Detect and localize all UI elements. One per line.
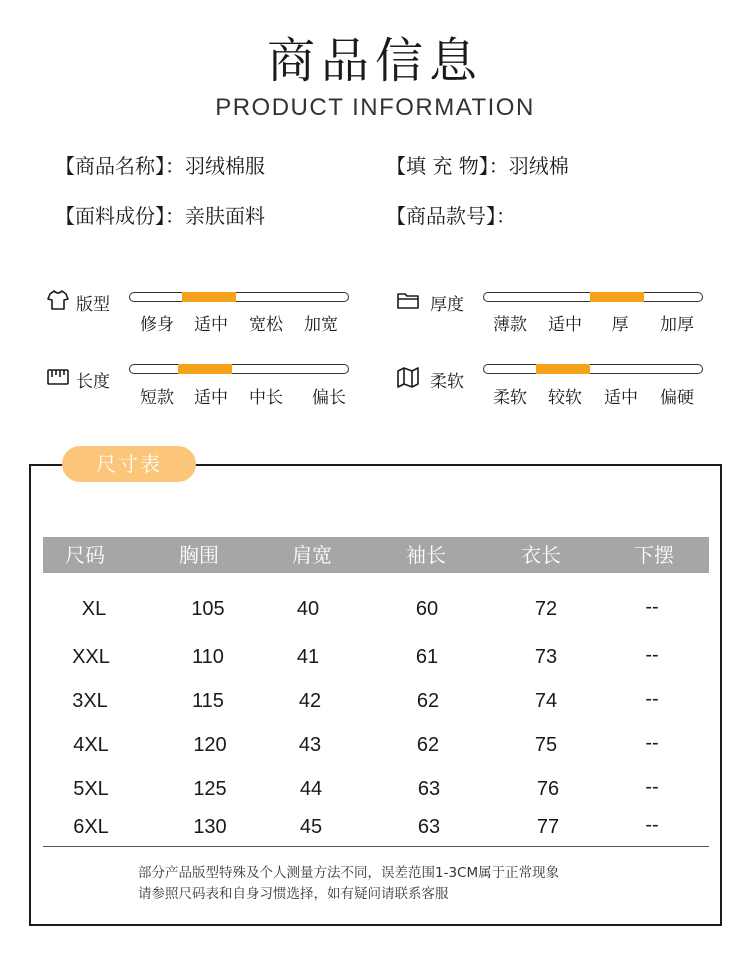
attr-thickness-option: 加厚 (660, 315, 694, 335)
table-cell: 115 (192, 690, 224, 712)
attr-bar-length-fill (178, 364, 232, 374)
table-cell: 120 (193, 734, 227, 756)
table-header-cell: 衣长 (521, 543, 561, 567)
table-cell: 43 (298, 734, 322, 756)
attr-thickness-option: 薄款 (493, 315, 527, 335)
attr-softness-option: 偏硬 (660, 388, 694, 408)
table-cell: 5XL (73, 778, 109, 800)
table-header-cell: 袖长 (406, 543, 446, 567)
table-cell: 63 (417, 778, 441, 800)
attr-bar-softness-fill (536, 364, 590, 374)
attr-fit-option: 加宽 (304, 315, 338, 335)
table-cell: 63 (417, 816, 441, 838)
table-header-cell: 下摆 (634, 543, 674, 567)
table-cell: 40 (296, 598, 320, 620)
size-note: 请参照尺码表和自身习惯选择，如有疑问请联系客服 (138, 886, 449, 902)
table-cell: 125 (193, 778, 227, 800)
attr-label-thickness: 厚度 (430, 295, 464, 315)
table-header-cell: 尺码 (65, 543, 105, 567)
attr-fit-option: 适中 (194, 315, 228, 335)
attr-thickness-option: 适中 (548, 315, 582, 335)
table-cell: 130 (193, 816, 227, 838)
attr-label-length: 长度 (76, 372, 110, 392)
info-filling: 【填 充 物】：羽绒棉 (386, 154, 569, 178)
attr-bar-thickness (483, 292, 703, 302)
attr-bar-thickness-fill (590, 292, 644, 302)
table-cell: 44 (299, 778, 323, 800)
table-header-cell: 肩宽 (292, 543, 332, 567)
table-cell: 74 (534, 690, 558, 712)
table-cell: 45 (299, 816, 323, 838)
attr-length-option: 中长 (249, 388, 283, 408)
table-cell: 60 (415, 598, 439, 620)
info-product-name: 【商品名称】：羽绒棉服 (55, 154, 265, 178)
table-cell: 42 (298, 690, 322, 712)
attr-fit-option: 修身 (140, 315, 174, 335)
attr-label-softness: 柔软 (430, 372, 464, 392)
size-note: 部分产品版型特殊及个人测量方法不同，误差范围1-3CM属于正常现象 (138, 865, 560, 881)
table-cell: 76 (536, 778, 560, 800)
page-subtitle: PRODUCT INFORMATION (215, 94, 535, 121)
attr-bar-fit (129, 292, 349, 302)
attr-label-fit: 版型 (76, 295, 110, 315)
table-cell: 3XL (72, 690, 108, 712)
table-cell: 62 (416, 690, 440, 712)
info-fabric: 【面料成份】：亲肤面料 (55, 204, 265, 228)
shirt-icon (46, 288, 70, 312)
attr-softness-option: 适中 (604, 388, 638, 408)
table-cell: 61 (415, 646, 439, 668)
table-cell: 105 (191, 598, 225, 620)
folder-icon (396, 288, 420, 312)
table-cell: 6XL (73, 816, 109, 838)
table-cell: XXL (72, 646, 110, 668)
table-cell: -- (645, 688, 659, 710)
table-cell: -- (645, 732, 659, 754)
table-cell: -- (645, 814, 659, 836)
size-table-header (43, 537, 709, 573)
table-cell: -- (645, 596, 659, 618)
attr-bar-fit-fill (182, 292, 236, 302)
table-cell: 77 (536, 816, 560, 838)
table-cell: -- (645, 776, 659, 798)
table-header-cell: 胸围 (179, 543, 219, 567)
attr-softness-option: 较软 (548, 388, 582, 408)
attr-softness-option: 柔软 (493, 388, 527, 408)
attr-bar-length (129, 364, 349, 374)
attr-length-option: 适中 (194, 388, 228, 408)
table-cell: 110 (192, 646, 224, 668)
attr-thickness-option: 厚 (611, 315, 629, 335)
attr-fit-option: 宽松 (249, 315, 283, 335)
table-cell: 62 (416, 734, 440, 756)
attr-bar-softness (483, 364, 703, 374)
table-cell: 41 (296, 646, 320, 668)
attr-length-option: 短款 (140, 388, 174, 408)
table-cell: 75 (534, 734, 558, 756)
info-style-number: 【商品款号】： (386, 204, 516, 228)
ruler-icon (46, 365, 70, 389)
size-table-tag: 尺寸表 (62, 446, 196, 482)
table-cell: 4XL (73, 734, 109, 756)
table-cell: -- (645, 644, 659, 666)
table-cell: 72 (534, 598, 558, 620)
attr-length-option: 偏长 (312, 388, 346, 408)
table-divider (43, 846, 709, 847)
table-cell: 73 (534, 646, 558, 668)
page-title: 商品信息 (266, 33, 483, 89)
map-icon (396, 365, 420, 389)
table-cell: XL (81, 598, 107, 620)
